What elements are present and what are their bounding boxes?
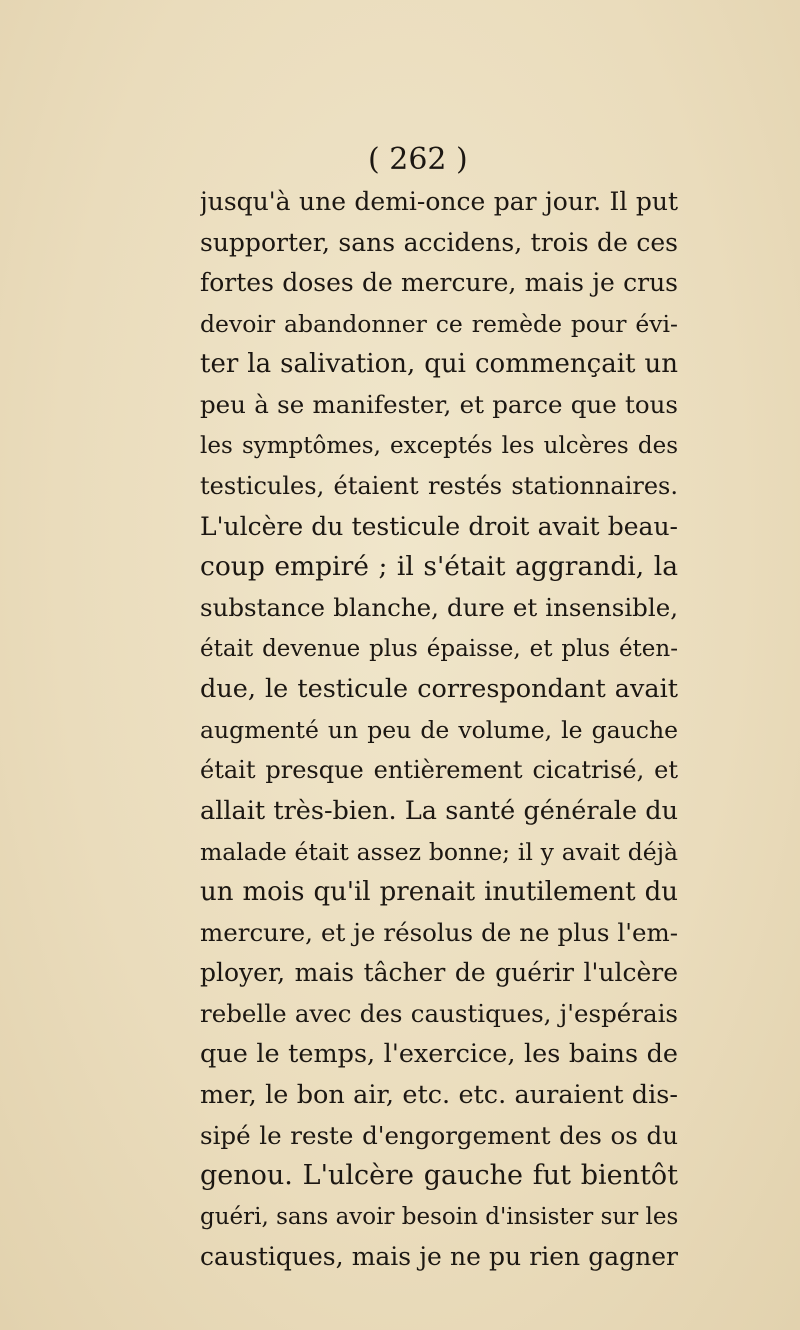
text-line: malade était assez bonne; il y avait déjà [200, 837, 678, 866]
text-line: testicules, étaient restés stationnaires. [200, 472, 678, 501]
text-line: que le temps, l'exercice, les bains de [200, 1039, 678, 1070]
text-line: genou. L'ulcère gauche fut bientôt [200, 1160, 678, 1192]
page-number: ( 262 ) [368, 142, 468, 177]
text-line: ter la salivation, qui commençait un [200, 349, 678, 380]
text-line: fortes doses de mercure, mais je crus [200, 268, 678, 298]
text-line: jusqu'à une demi-once par jour. Il put [200, 187, 678, 216]
text-line: guéri, sans avoir besoin d'insister sur les [200, 1203, 678, 1230]
text-line: L'ulcère du testicule droit avait beau- [200, 511, 678, 541]
text-line: devoir abandonner ce remède pour évi- [200, 309, 678, 338]
text-line: allait très-bien. La santé générale du [200, 795, 678, 826]
text-line: augmenté un peu de volume, le gauche [200, 715, 678, 744]
text-line: peu à se manifester, et parce que tous [200, 389, 678, 419]
text-line: ployer, mais tâcher de guérir l'ulcère [200, 958, 678, 988]
body-text [200, 182, 678, 1278]
text-line: supporter, sans accidens, trois de ces [200, 227, 678, 257]
text-line: mercure, et je résolus de ne plus l'em- [200, 917, 678, 947]
text-line: substance blanche, dure et insensible, [200, 592, 678, 622]
text-line: sipé le reste d'engorgement des os du [200, 1120, 678, 1150]
text-line: mer, le bon air, etc. etc. auraient dis- [200, 1080, 678, 1111]
text-line: due, le testicule correspondant avait [200, 674, 678, 705]
text-line: était presque entièrement cicatrisé, et [200, 756, 678, 785]
text-line: les symptômes, exceptés les ulcères des [200, 432, 678, 459]
text-line: un mois qu'il prenait inutilement du [200, 877, 678, 908]
text-line: caustiques, mais je ne pu rien gagner [200, 1242, 678, 1272]
text-line: était devenue plus épaisse, et plus éten- [200, 635, 678, 662]
text-line: coup empiré ; il s'était aggrandi, la [200, 551, 678, 583]
text-line: rebelle avec des caustiques, j'espérais [200, 998, 678, 1028]
